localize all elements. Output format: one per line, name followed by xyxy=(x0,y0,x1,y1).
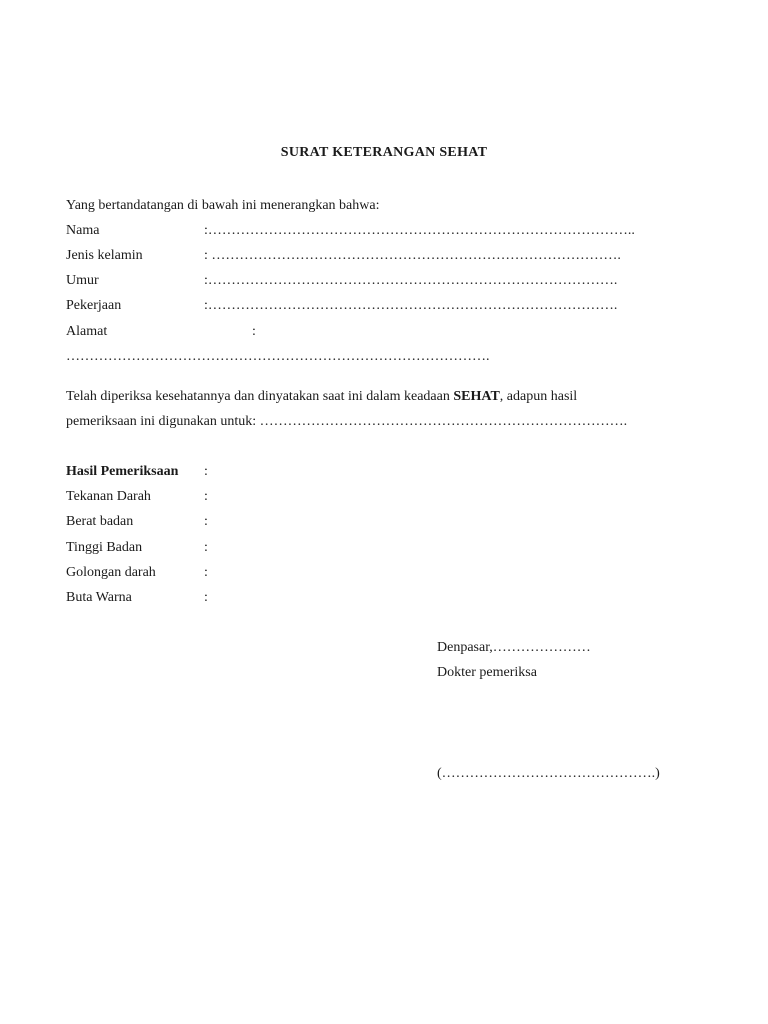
field-label: Umur xyxy=(66,273,99,288)
statement-emphasis: SEHAT xyxy=(453,389,500,404)
field-colon: : xyxy=(252,324,256,339)
result-label: Berat badan xyxy=(66,514,134,529)
statement-line-2: pemeriksaan ini digunakan untuk: ……………………………………………………………………. xyxy=(66,414,628,429)
result-label: Golongan darah xyxy=(66,565,156,580)
field-label: Alamat xyxy=(66,324,108,339)
field-colon: : xyxy=(204,489,208,504)
result-label: Buta Warna xyxy=(66,590,132,605)
field-dots: : ……………………………………………………………………………. xyxy=(204,248,621,263)
field-label: Jenis kelamin xyxy=(66,248,143,263)
result-label: Tinggi Badan xyxy=(66,540,143,555)
document-title: SURAT KETERANGAN SEHAT xyxy=(280,145,488,160)
statement-line-1 xyxy=(66,388,577,406)
results-heading: Hasil Pemeriksaan xyxy=(66,464,179,479)
field-colon: : xyxy=(204,565,208,580)
place-date: Denpasar,………………… xyxy=(437,640,591,655)
field-label: Nama xyxy=(66,223,100,238)
field-dots: :……………………………………………………………………………….. xyxy=(204,223,635,238)
field-dots: :……………………………………………………………………………. xyxy=(204,273,618,288)
field-colon: : xyxy=(204,590,208,605)
intro-text: Yang bertandatangan di bawah ini menerangkan bahwa: xyxy=(66,198,380,213)
field-dots: :……………………………………………………………………………. xyxy=(204,298,618,313)
field-colon: : xyxy=(204,540,208,555)
result-label: Tekanan Darah xyxy=(66,489,151,504)
address-dots: ………………………………………………………………………………. xyxy=(66,349,490,364)
statement-text-end: , adapun hasil xyxy=(499,389,578,404)
field-label: Pekerjaan xyxy=(66,298,122,313)
signer-name-line: (……………………………………….) xyxy=(437,766,660,781)
signer-role: Dokter pemeriksa xyxy=(437,665,537,680)
field-colon: : xyxy=(204,514,208,529)
field-colon: : xyxy=(204,464,208,479)
statement-text: Telah diperiksa kesehatannya dan dinyatakan saat ini dalam keadaan xyxy=(66,389,454,404)
